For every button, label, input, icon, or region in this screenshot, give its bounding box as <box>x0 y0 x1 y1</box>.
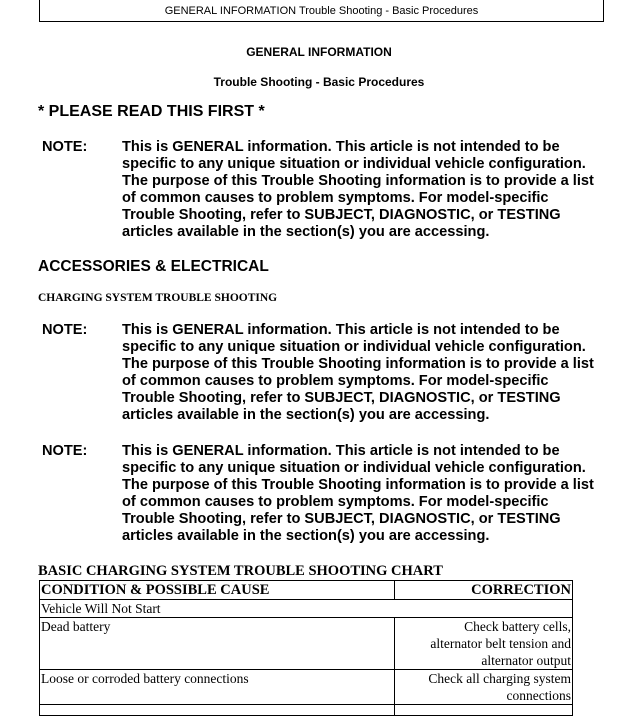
note-line: The purpose of this Trouble Shooting information is to provide a list <box>122 477 594 493</box>
correction-line: alternator belt tension and <box>430 636 571 651</box>
correction-line: Check battery cells, <box>464 619 571 634</box>
column-header-correction: CORRECTION <box>395 581 573 600</box>
note-line: This is GENERAL information. This article is not intended to be <box>122 139 560 155</box>
table-row <box>40 670 573 705</box>
note-line: specific to any unique situation or individual vehicle configuration. <box>122 339 586 355</box>
note-text <box>122 139 612 241</box>
note-line: specific to any unique situation or individual vehicle configuration. <box>122 156 586 172</box>
note-line: This is GENERAL information. This article is not intended to be <box>122 322 560 338</box>
correction-line: connections <box>506 688 571 703</box>
table-row <box>40 618 573 670</box>
correction-cell <box>395 670 573 705</box>
read-first-heading: * PLEASE READ THIS FIRST * <box>38 103 265 120</box>
charging-heading: CHARGING SYSTEM TROUBLE SHOOTING <box>38 292 278 304</box>
note-text <box>122 443 612 545</box>
accessories-heading: ACCESSORIES & ELECTRICAL <box>38 258 269 275</box>
note-line: The purpose of this Trouble Shooting information is to provide a list <box>122 173 594 189</box>
article-title: Trouble Shooting - Basic Procedures <box>213 75 425 89</box>
cause-cell: Loose or corroded battery connections <box>40 670 395 705</box>
trouble-shooting-table <box>39 580 573 716</box>
note-text <box>122 322 612 424</box>
running-header-title: GENERAL INFORMATION Trouble Shooting - Basic Procedures <box>164 5 479 17</box>
column-header-condition: CONDITION & POSSIBLE CAUSE <box>40 581 395 600</box>
note-line: This is GENERAL information. This article is not intended to be <box>122 443 560 459</box>
chart-title: BASIC CHARGING SYSTEM TROUBLE SHOOTING CHART <box>38 563 443 579</box>
table-group-row <box>40 600 573 618</box>
condition-group: Vehicle Will Not Start <box>40 600 573 618</box>
table-header-row <box>40 581 573 600</box>
cause-cell <box>40 705 395 716</box>
note-line: articles available in the section(s) you are accessing. <box>122 224 490 240</box>
cause-cell: Dead battery <box>40 618 395 670</box>
note-line: Trouble Shooting, refer to SUBJECT, DIAGNOSTIC, or TESTING <box>122 390 561 406</box>
note-line: articles available in the section(s) you are accessing. <box>122 528 490 544</box>
note-label: NOTE: <box>42 139 88 155</box>
correction-cell <box>395 705 573 716</box>
note-line: The purpose of this Trouble Shooting information is to provide a list <box>122 356 594 372</box>
note-line: Trouble Shooting, refer to SUBJECT, DIAGNOSTIC, or TESTING <box>122 207 561 223</box>
note-label: NOTE: <box>42 322 88 338</box>
note-line: specific to any unique situation or individual vehicle configuration. <box>122 460 586 476</box>
correction-line: alternator output <box>481 653 571 668</box>
note-line: of common causes to problem symptoms. For model-specific <box>122 190 549 206</box>
running-header <box>39 0 604 22</box>
table-row <box>40 705 573 716</box>
note-line: of common causes to problem symptoms. For model-specific <box>122 373 549 389</box>
note-label: NOTE: <box>42 443 88 459</box>
correction-line: Check all charging system <box>428 671 571 686</box>
note-line: articles available in the section(s) you are accessing. <box>122 407 490 423</box>
note-line: of common causes to problem symptoms. For model-specific <box>122 494 549 510</box>
correction-cell <box>395 618 573 670</box>
section-title: GENERAL INFORMATION <box>246 45 392 59</box>
note-line: Trouble Shooting, refer to SUBJECT, DIAGNOSTIC, or TESTING <box>122 511 561 527</box>
